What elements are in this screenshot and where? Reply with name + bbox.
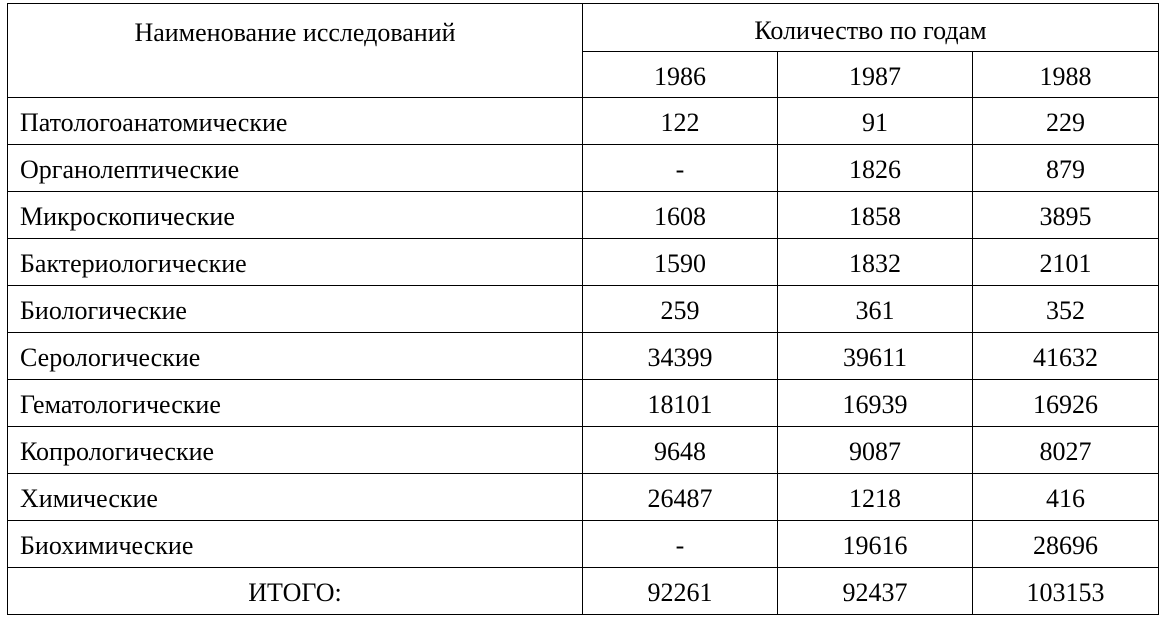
table-cell: 879	[973, 145, 1159, 192]
table-cell: -	[583, 145, 778, 192]
table-cell: 41632	[973, 333, 1159, 380]
total-cell: 103153	[973, 568, 1159, 615]
table-cell: 16939	[778, 380, 973, 427]
table-cell: 2101	[973, 239, 1159, 286]
table-cell: 28696	[973, 521, 1159, 568]
row-label: Органолептические	[8, 145, 583, 192]
table-cell: 361	[778, 286, 973, 333]
table-row	[8, 239, 1159, 286]
row-label: Копрологические	[8, 427, 583, 474]
table-cell: 1826	[778, 145, 973, 192]
table-row	[8, 427, 1159, 474]
row-label: Химические	[8, 474, 583, 521]
table-row	[8, 286, 1159, 333]
table-cell: 19616	[778, 521, 973, 568]
row-label: Патологоанатомические	[8, 98, 583, 145]
table-cell: 1218	[778, 474, 973, 521]
total-row	[8, 568, 1159, 615]
table-row	[8, 145, 1159, 192]
table-cell: 1832	[778, 239, 973, 286]
table-cell: 9648	[583, 427, 778, 474]
table-cell: 34399	[583, 333, 778, 380]
research-table	[7, 3, 1159, 615]
table-cell: 39611	[778, 333, 973, 380]
table-row	[8, 474, 1159, 521]
header-research-name: Наименование исследований	[8, 4, 583, 98]
table-row	[8, 192, 1159, 239]
table-cell: 122	[583, 98, 778, 145]
row-label: Серологические	[8, 333, 583, 380]
table-cell: 9087	[778, 427, 973, 474]
table-cell: 352	[973, 286, 1159, 333]
table-row	[8, 521, 1159, 568]
table-cell: 16926	[973, 380, 1159, 427]
header-year: 1988	[973, 52, 1159, 98]
header-year: 1986	[583, 52, 778, 98]
table-cell: 229	[973, 98, 1159, 145]
row-label: Гематологические	[8, 380, 583, 427]
table-cell: -	[583, 521, 778, 568]
table-cell: 26487	[583, 474, 778, 521]
table-cell: 1608	[583, 192, 778, 239]
table-cell: 1858	[778, 192, 973, 239]
table-cell: 3895	[973, 192, 1159, 239]
total-cell: 92437	[778, 568, 973, 615]
table-cell: 91	[778, 98, 973, 145]
header-year: 1987	[778, 52, 973, 98]
table-row	[8, 333, 1159, 380]
row-label: Биологические	[8, 286, 583, 333]
table-cell: 18101	[583, 380, 778, 427]
table-row	[8, 98, 1159, 145]
total-label: ИТОГО:	[8, 568, 583, 615]
table-cell: 1590	[583, 239, 778, 286]
row-label: Микроскопические	[8, 192, 583, 239]
row-label: Биохимические	[8, 521, 583, 568]
row-label: Бактериологические	[8, 239, 583, 286]
table-cell: 8027	[973, 427, 1159, 474]
table-cell: 416	[973, 474, 1159, 521]
total-cell: 92261	[583, 568, 778, 615]
table-cell: 259	[583, 286, 778, 333]
header-count-by-years: Количество по годам	[583, 4, 1159, 52]
table-row	[8, 380, 1159, 427]
